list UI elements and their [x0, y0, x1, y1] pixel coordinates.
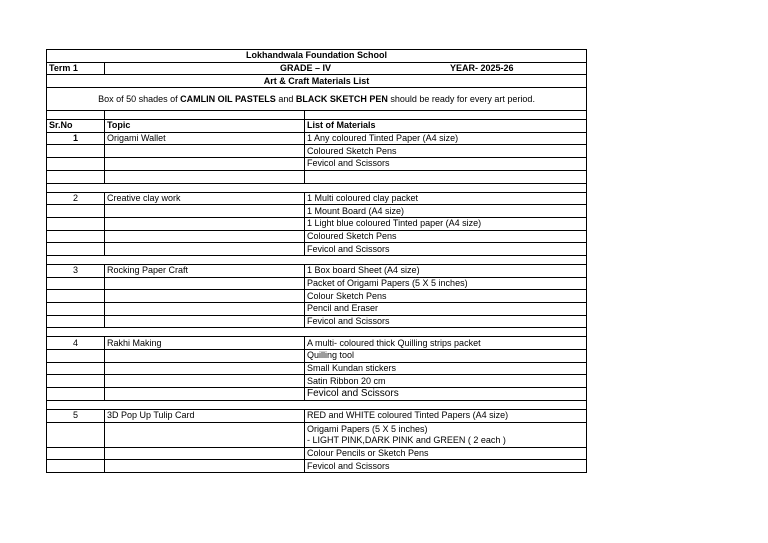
material-cell: 1 Mount Board (A4 size) [305, 205, 587, 218]
material-cell: Coloured Sketch Pens [305, 145, 587, 158]
spacer-row [47, 255, 587, 264]
topic-cell: Origami Wallet [105, 132, 305, 145]
note-part-3: should be ready for every art period. [387, 93, 535, 104]
table-row [47, 388, 587, 401]
table-row [47, 217, 587, 230]
spacer-row [47, 183, 587, 192]
note-bold-2: BLACK SKETCH PEN [295, 93, 388, 104]
table-row [47, 277, 587, 290]
year-label: YEAR- 2025-26 [450, 62, 514, 73]
material-line: Origami Papers (5 X 5 inches) [307, 423, 428, 434]
table-row [47, 158, 587, 171]
table-row [47, 290, 587, 303]
table-row [47, 170, 587, 183]
material-cell: Satin Ribbon 20 cm [305, 375, 587, 388]
topic-cell: Rakhi Making [105, 337, 305, 350]
table-row [47, 422, 587, 447]
material-line: - LIGHT PINK,DARK PINK and GREEN ( 2 each ) [307, 434, 506, 445]
material-cell: Fevicol and Scissors [305, 158, 587, 171]
table-row [47, 303, 587, 316]
term-row [47, 62, 587, 75]
school-row [47, 50, 587, 63]
material-cell: Fevicol and Scissors [305, 388, 587, 401]
note-row [47, 88, 587, 111]
material-cell: 1 Multi coloured clay packet [305, 192, 587, 205]
material-cell: Fevicol and Scissors [305, 243, 587, 256]
table-row [47, 337, 587, 350]
material-cell: Pencil and Eraser [305, 303, 587, 316]
material-cell: 1 Any coloured Tinted Paper (A4 size) [305, 132, 587, 145]
list-title: Art & Craft Materials List [47, 75, 587, 88]
material-cell: Coloured Sketch Pens [305, 230, 587, 243]
material-cell: Colour Sketch Pens [305, 290, 587, 303]
topic-cell: Creative clay work [105, 192, 305, 205]
table-row [47, 350, 587, 363]
table-row [47, 243, 587, 256]
table-row [47, 132, 587, 145]
spacer-row [47, 328, 587, 337]
note-text [47, 88, 587, 111]
col-sr-header: Sr.No [47, 120, 105, 133]
column-header-row [47, 120, 587, 133]
title-row [47, 75, 587, 88]
col-topic-header: Topic [105, 120, 305, 133]
term-label: Term 1 [47, 62, 105, 75]
grade-label: GRADE – IV [280, 62, 332, 73]
table-row [47, 205, 587, 218]
school-name: Lokhandwala Foundation School [47, 50, 587, 63]
material-cell: Colour Pencils or Sketch Pens [305, 447, 587, 460]
material-cell: Small Kundan stickers [305, 362, 587, 375]
spacer-row [47, 400, 587, 409]
table-row [47, 315, 587, 328]
note-part-1: Box of 50 shades of [98, 93, 181, 104]
topic-cell: Rocking Paper Craft [105, 264, 305, 277]
material-cell: Fevicol and Scissors [305, 315, 587, 328]
material-cell: 1 Light blue coloured Tinted paper (A4 size) [305, 217, 587, 230]
material-cell: RED and WHITE coloured Tinted Papers (A4 size) [305, 409, 587, 422]
grade-year-cell [105, 62, 587, 75]
note-bold-1: CAMLIN OIL PASTELS [180, 93, 276, 104]
material-cell-multiline [305, 422, 587, 447]
materials-sheet [46, 49, 586, 473]
note-part-2: and [275, 93, 296, 104]
sr-number: 2 [47, 192, 105, 205]
sr-number: 3 [47, 264, 105, 277]
sr-number: 1 [47, 132, 105, 145]
material-cell: A multi- coloured thick Quilling strips packet [305, 337, 587, 350]
material-cell: 1 Box board Sheet (A4 size) [305, 264, 587, 277]
table-row [47, 409, 587, 422]
col-materials-header: List of Materials [305, 120, 587, 133]
table-row [47, 460, 587, 473]
topic-cell: 3D Pop Up Tulip Card [105, 409, 305, 422]
table-row [47, 230, 587, 243]
material-cell: Fevicol and Scissors [305, 460, 587, 473]
table-row [47, 145, 587, 158]
table-row [47, 375, 587, 388]
material-cell: Packet of Origami Papers (5 X 5 inches) [305, 277, 587, 290]
sr-number: 5 [47, 409, 105, 422]
material-cell: Quilling tool [305, 350, 587, 363]
table-row [47, 447, 587, 460]
materials-table [46, 49, 587, 473]
table-row [47, 192, 587, 205]
table-row [47, 264, 587, 277]
spacer-row [47, 111, 587, 120]
table-row [47, 362, 587, 375]
sr-number: 4 [47, 337, 105, 350]
